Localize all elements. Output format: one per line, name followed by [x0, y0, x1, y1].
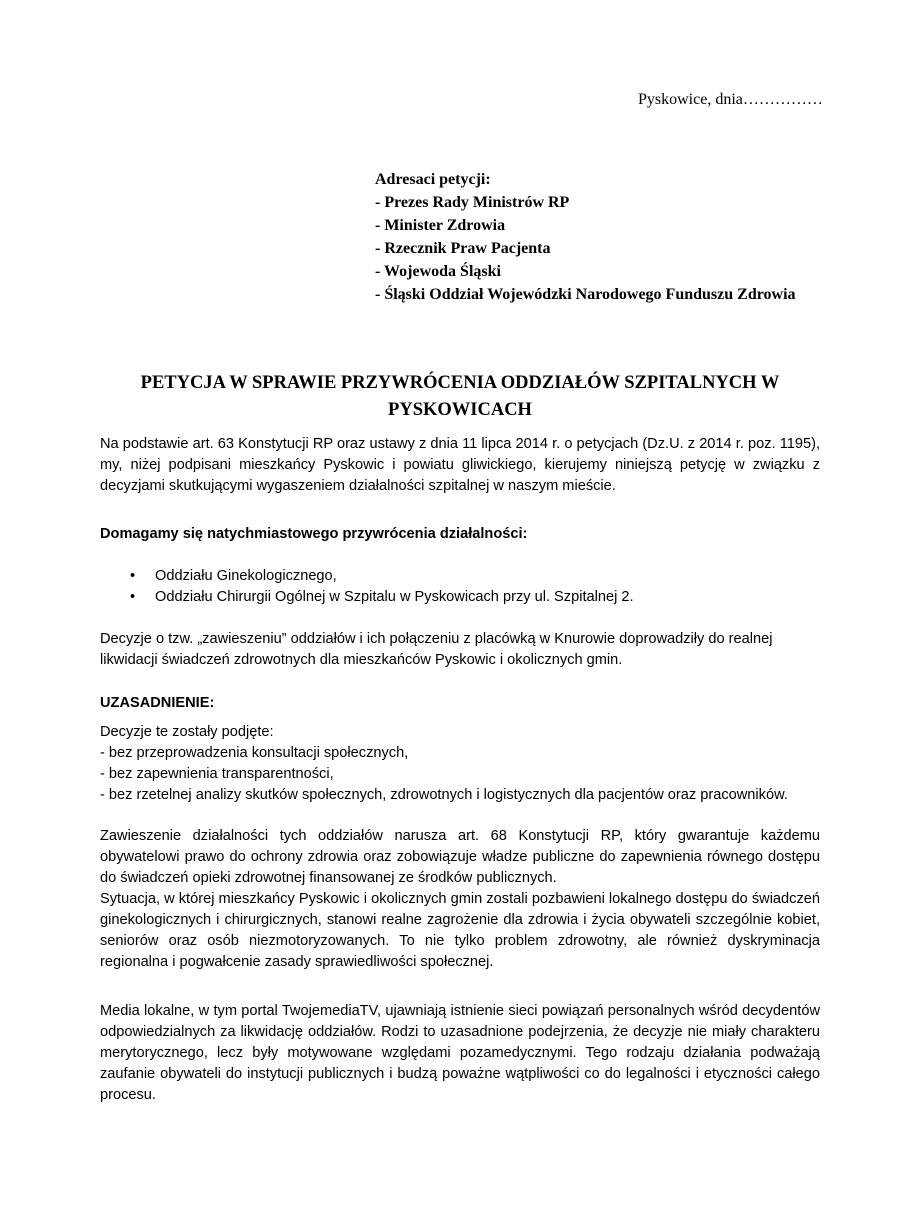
title-line-1: PETYCJA W SPRAWIE PRZYWRÓCENIA ODDZIAŁÓW SZPITALNYCH W — [140, 373, 780, 393]
justification-points — [100, 722, 820, 806]
addressee-item: - Rzecznik Praw Pacjenta — [375, 240, 551, 257]
list-item — [100, 587, 820, 608]
date-line: Pyskowice, dnia…………… — [638, 91, 823, 108]
justification-point: - bez rzetelnej analizy skutków społecznych, zdrowotnych i logistycznych dla pacjentów oraz pracowników. — [100, 787, 788, 803]
justification-paragraph-1: Zawieszenie działalności tych oddziałów narusza art. 68 Konstytucji RP, który gwarantuje każdemu obywatelowi prawo do ochrony zdrowia oraz zobowiązuje władze publiczne do zapewnienia równego dostępu do świadczeń opieki zdrowotnej finansowanej ze środków publicznych. — [100, 828, 820, 886]
demand-heading: Domagamy się natychmiastowego przywrócenia działalności: — [100, 526, 528, 542]
bullet-icon: • — [130, 589, 136, 605]
justification-paragraph-3: Media lokalne, w tym portal TwojemediaTV, ujawniają istnienie sieci powiązań personalnych wśród decydentów odpowiedzialnych za likwidację oddziałów. Rodzi to uzasadnione podejrzenia, że decyzje nie miały charakteru merytorycznego, lecz były motywowane względami pozamedycznymi. Tego rodzaju działania podważają zaufanie obywateli do instytucji publicznych i budzą poważne wątpliwości co do legalności i etyczności całego procesu. — [100, 1003, 820, 1103]
addressees-label: Adresaci petycji: — [375, 171, 491, 188]
petition-title — [100, 370, 820, 424]
justification-heading: UZASADNIENIE: — [100, 695, 215, 711]
justification-intro: Decyzje te zostały podjęte: — [100, 724, 274, 740]
list-item — [100, 566, 820, 587]
demand-item-text: Oddziału Chirurgii Ogólnej w Szpitalu w Pyskowicach przy ul. Szpitalnej 2. — [155, 589, 634, 605]
intro-paragraph: Na podstawie art. 63 Konstytucji RP oraz ustawy z dnia 11 lipca 2014 r. o petycjach (Dz.U. z 2014 r. poz. 1195), my, niżej podpisani mieszkańcy Pyskowic i powiatu gliwickiego, kierujemy niniejszą petycję w związku z decyzjami skutkującymi wygaszeniem działalności szpitalnej w naszym mieście. — [100, 436, 820, 494]
addressee-item: - Śląski Oddział Wojewódzki Narodowego Funduszu Zdrowia — [375, 286, 796, 303]
addressees-block — [375, 168, 815, 306]
bullet-icon: • — [130, 568, 136, 584]
demand-item-text: Oddziału Ginekologicznego, — [155, 568, 337, 584]
justification-paragraphs — [100, 826, 820, 973]
justification-paragraph-2: Sytuacja, w której mieszkańcy Pyskowic i okolicznych gmin zostali pozbawieni lokalnego dostępu do świadczeń ginekologicznych i chirurgicznych, stanowi realne zagrożenie dla zdrowia i życia obywateli szczególnie kobiet, seniorów oraz osób niezmotoryzowanych. To nie tylko problem zdrowotny, ale również dyskryminacja regionalna i pogwałcenie zasady sprawiedliwości społecznej. — [100, 891, 820, 970]
addressee-item: - Prezes Rady Ministrów RP — [375, 194, 570, 211]
title-line-2: PYSKOWICACH — [388, 400, 532, 420]
decisions-paragraph: Decyzje o tzw. „zawieszeniu” oddziałów i ich połączeniu z placówką w Knurowie doprowadziły do realnej likwidacji świadczeń zdrowotnych dla mieszkańców Pyskowic i okolicznych gmin. — [100, 631, 773, 668]
justification-point: - bez przeprowadzenia konsultacji społecznych, — [100, 745, 409, 761]
addressee-item: - Minister Zdrowia — [375, 217, 506, 234]
justification-point: - bez zapewnienia transparentności, — [100, 766, 334, 782]
addressee-item: - Wojewoda Śląski — [375, 263, 501, 280]
demand-list — [100, 566, 820, 608]
